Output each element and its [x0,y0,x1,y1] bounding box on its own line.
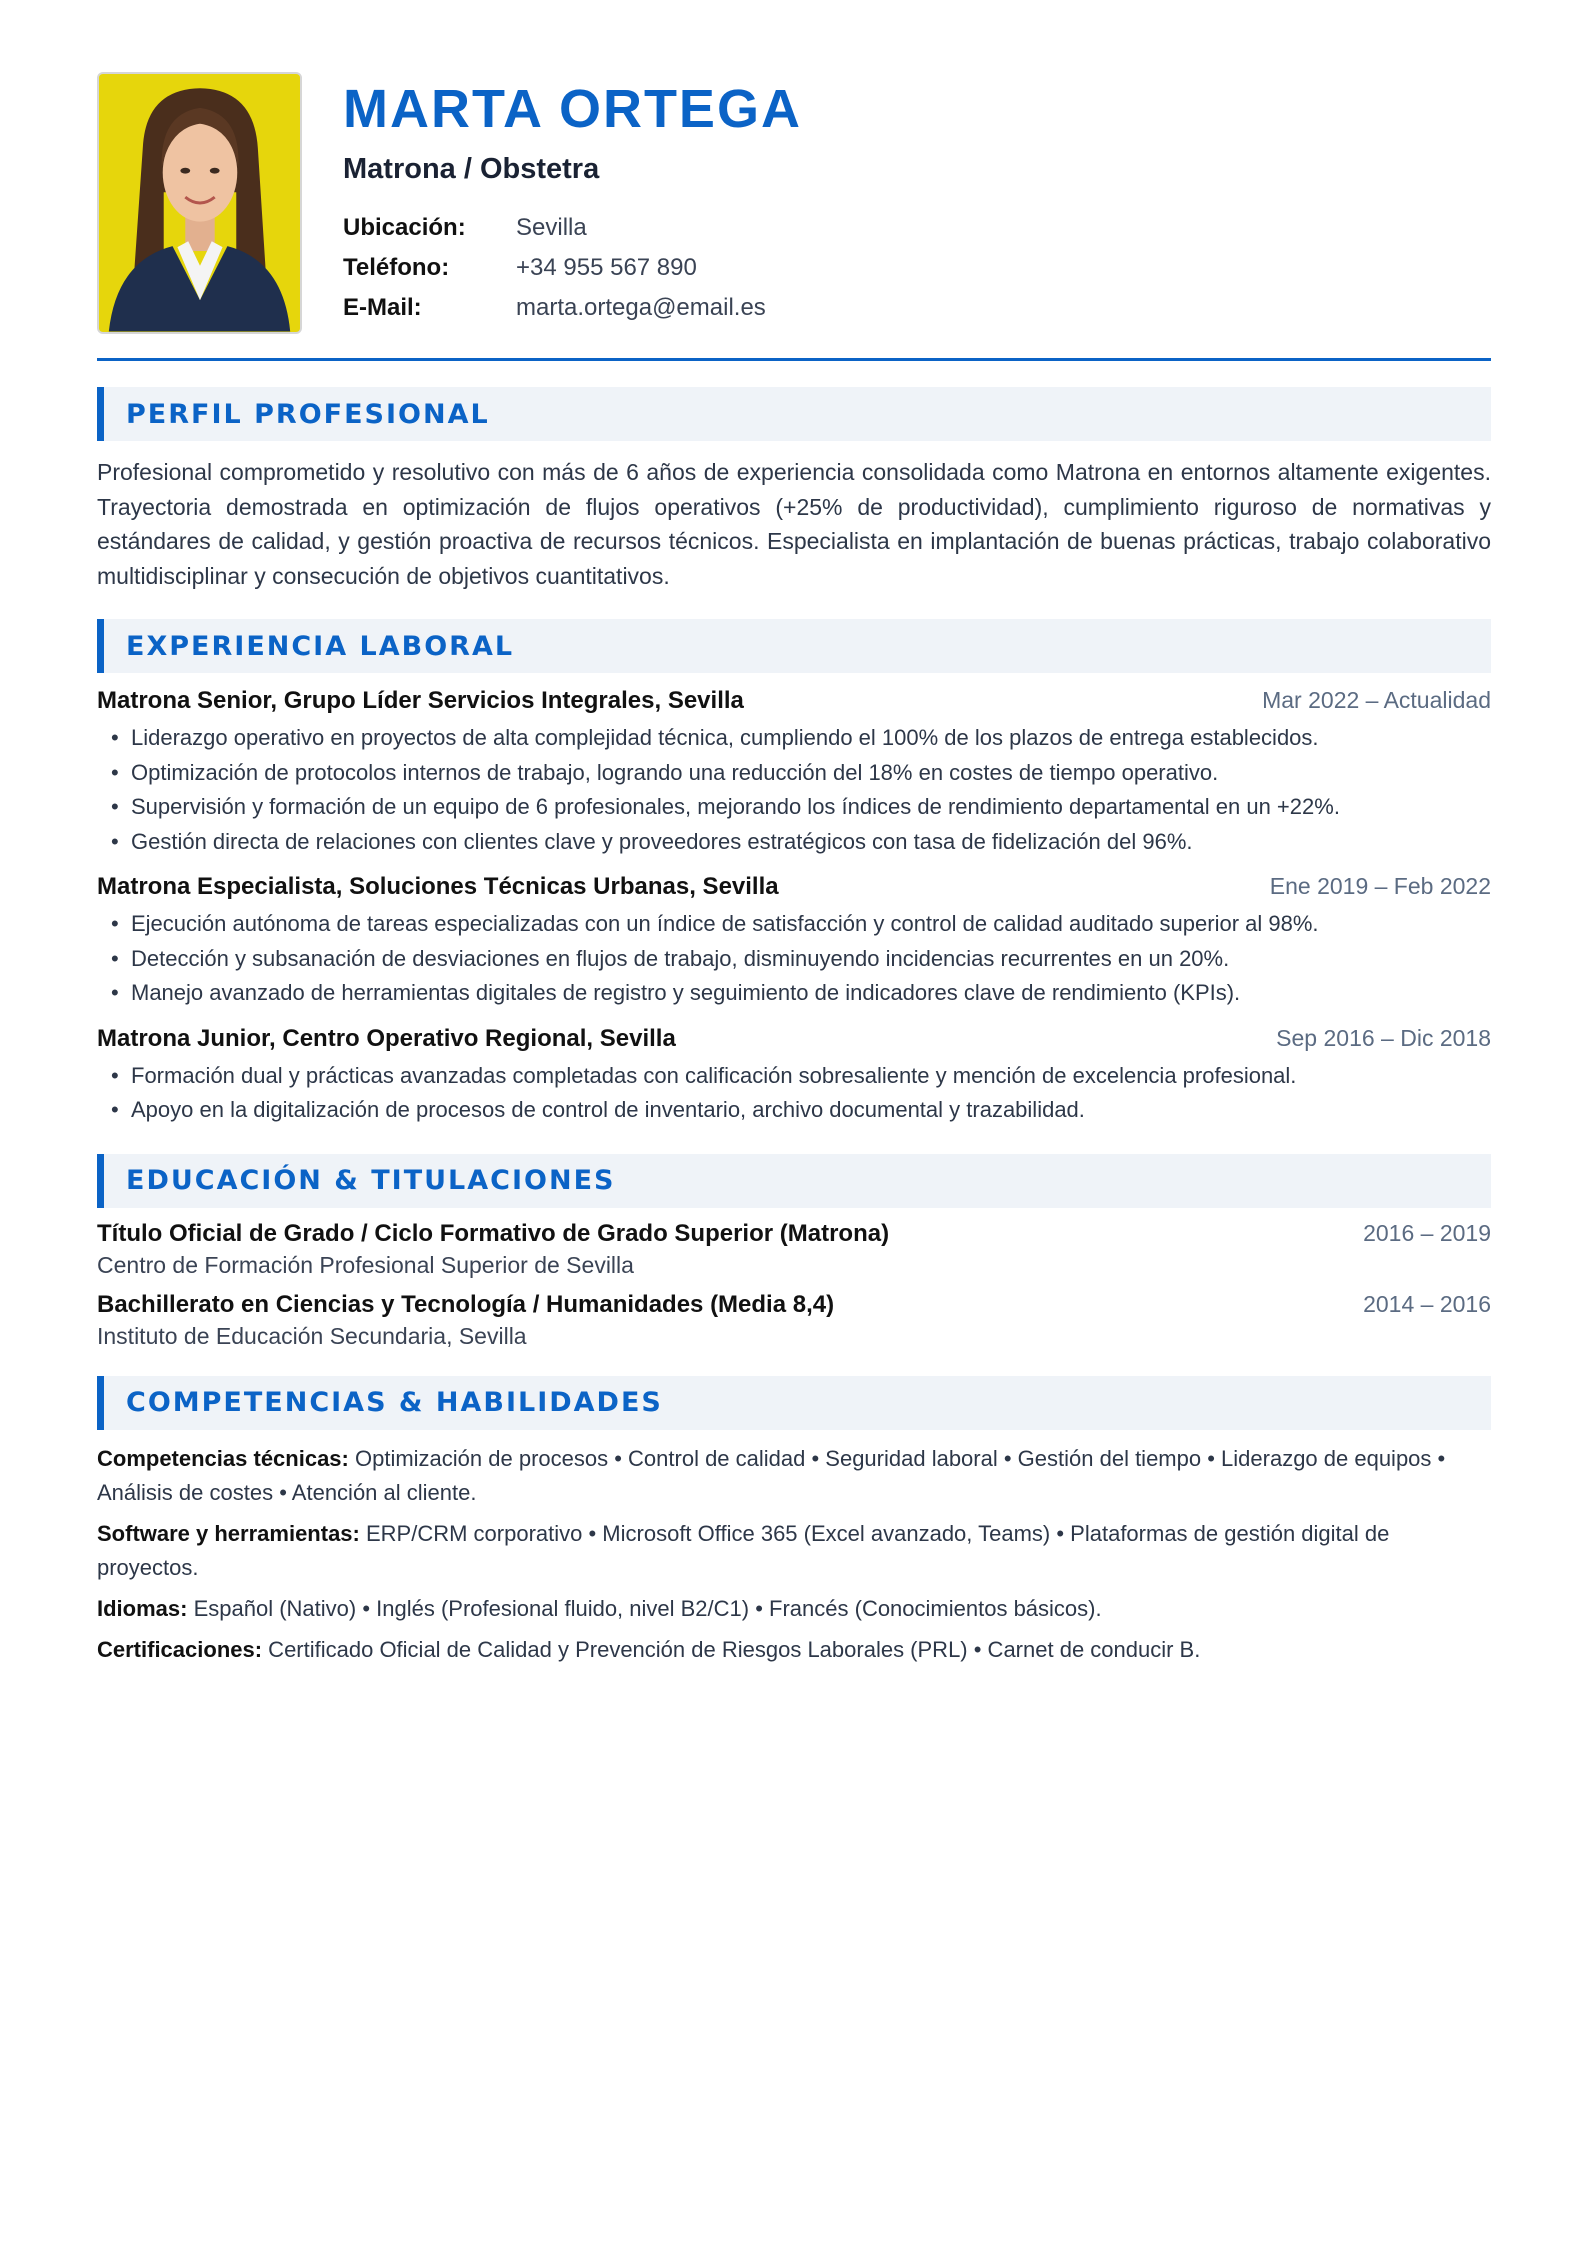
skill-value: Optimización de procesos • Control de calidad • Seguridad laboral • Gestión del tiempo • Liderazgo de equipos • Análisis de costes • Atención al cliente. [97,1445,1446,1505]
list-item: • Gestión directa de relaciones con clientes clave y proveedores estratégicos con tasa de fidelización del 96%. [111,825,1491,860]
section-title-skills: COMPETENCIAS & HABILIDADES [97,1376,1491,1430]
job-title: Matrona Especialista, Soluciones Técnicas Urbanas, Sevilla [97,873,779,900]
job-header [97,873,1491,901]
section-title-profile: PERFIL PROFESIONAL [97,387,1491,441]
portrait-image [99,74,300,332]
list-item: • Manejo avanzado de herramientas digitales de registro y seguimiento de indicadores clave de rendimiento (KPIs). [111,976,1491,1011]
skill-label: Idiomas: [97,1595,188,1621]
education-title: Título Oficial de Grado / Ciclo Formativo de Grado Superior (Matrona) [97,1219,890,1247]
section-title-experience: EXPERIENCIA LABORAL [97,619,1491,673]
job-bullets [97,721,1491,859]
contact-label: Ubicación: [343,214,466,242]
education-entry [97,1220,1491,1279]
contact-list [343,208,802,328]
contact-location [343,208,802,248]
job-date: Mar 2022 – Actualidad [1262,687,1491,713]
education-date: 2016 – 2019 [1363,1219,1491,1246]
job-header [97,687,1491,715]
list-item: • Detección y subsanación de desviaciones en flujos de trabajo, disminuyendo incidencias recurrentes en un 20%. [111,942,1491,977]
skill-label: Software y herramientas: [97,1520,360,1546]
education-title: Bachillerato en Ciencias y Tecnología / Humanidades (Media 8,4) [97,1290,835,1318]
job-header [97,1025,1491,1053]
contact-label: Teléfono: [343,254,450,282]
contact-value: Sevilla [516,214,587,242]
skill-value: Español (Nativo) • Inglés (Profesional fluido, nivel B2/C1) • Francés (Conocimientos básicos). [187,1595,1102,1621]
candidate-name: MARTA ORTEGA [343,79,802,139]
job-bullets [97,1059,1491,1128]
job-entry [97,687,1491,859]
list-item: • Liderazgo operativo en proyectos de alta complejidad técnica, cumpliendo el 100% de los plazos de entrega establecidos. [111,721,1491,756]
job-entry [97,1025,1491,1128]
list-item: • Supervisión y formación de un equipo de 6 profesionales, mejorando los índices de rendimiento departamental en un +22%. [111,790,1491,825]
contact-phone [343,248,802,288]
skill-row-certifications [97,1633,1491,1667]
education-entry [97,1291,1491,1350]
job-title: Matrona Senior, Grupo Líder Servicios Integrales, Sevilla [97,687,744,714]
contact-label: E-Mail: [343,294,422,322]
skills-list [97,1442,1491,1667]
list-item: • Apoyo en la digitalización de procesos de control de inventario, archivo documental y trazabilidad. [111,1093,1491,1128]
skill-value: ERP/CRM corporativo • Microsoft Office 365 (Excel avanzado, Teams) • Plataformas de gestión digital de proyectos. [97,1520,1390,1580]
skill-row-languages [97,1592,1491,1626]
skill-label: Certificaciones: [97,1636,263,1662]
skill-value: Certificado Oficial de Calidad y Prevención de Riesgos Laborales (PRL) • Carnet de conducir B. [262,1636,1201,1662]
skill-label: Competencias técnicas: [97,1445,349,1471]
skill-row-software [97,1517,1491,1585]
profile-photo [97,72,302,334]
list-item: • Ejecución autónoma de tareas especializadas con un índice de satisfacción y control de calidad auditado superior al 98%. [111,907,1491,942]
list-item: • Formación dual y prácticas avanzadas completadas con calificación sobresaliente y mención de excelencia profesional. [111,1059,1491,1094]
header-info [343,72,802,328]
profile-text: Profesional comprometido y resolutivo con más de 6 años de experiencia consolidada como Matrona en entornos altamente exigentes. Trayectoria demostrada en optimización de flujos operativos (+25% de productividad), cumplimiento riguroso de normativas y estándares de calidad, y gestión proactiva de recursos técnicos. Especialista en implantación de buenas prácticas, trabajo colaborativo multidisciplinar y consecución de objetivos cuantitativos. [97,459,1491,589]
job-date: Sep 2016 – Dic 2018 [1276,1024,1491,1051]
list-item: • Optimización de protocolos internos de trabajo, logrando una reducción del 18% en costes de tiempo operativo. [111,756,1491,791]
job-entry [97,873,1491,1011]
contact-value: +34 955 567 890 [516,254,697,282]
education-header [97,1220,1491,1248]
job-bullets [97,907,1491,1011]
skill-row-technical [97,1442,1491,1510]
contact-value: marta.ortega@email.es [516,294,766,322]
resume-header [97,72,1491,361]
education-date: 2014 – 2016 [1363,1290,1491,1317]
contact-email [343,288,802,328]
job-title: Matrona Junior, Centro Operativo Regional, Sevilla [97,1024,676,1052]
job-date: Ene 2019 – Feb 2022 [1269,873,1491,899]
education-header [97,1291,1491,1319]
education-institution: Instituto de Educación Secundaria, Sevilla [97,1322,527,1349]
candidate-role: Matrona / Obstetra [343,153,600,186]
section-title-education: EDUCACIÓN & TITULACIONES [97,1154,1491,1208]
education-institution: Centro de Formación Profesional Superior de Sevilla [97,1251,634,1278]
